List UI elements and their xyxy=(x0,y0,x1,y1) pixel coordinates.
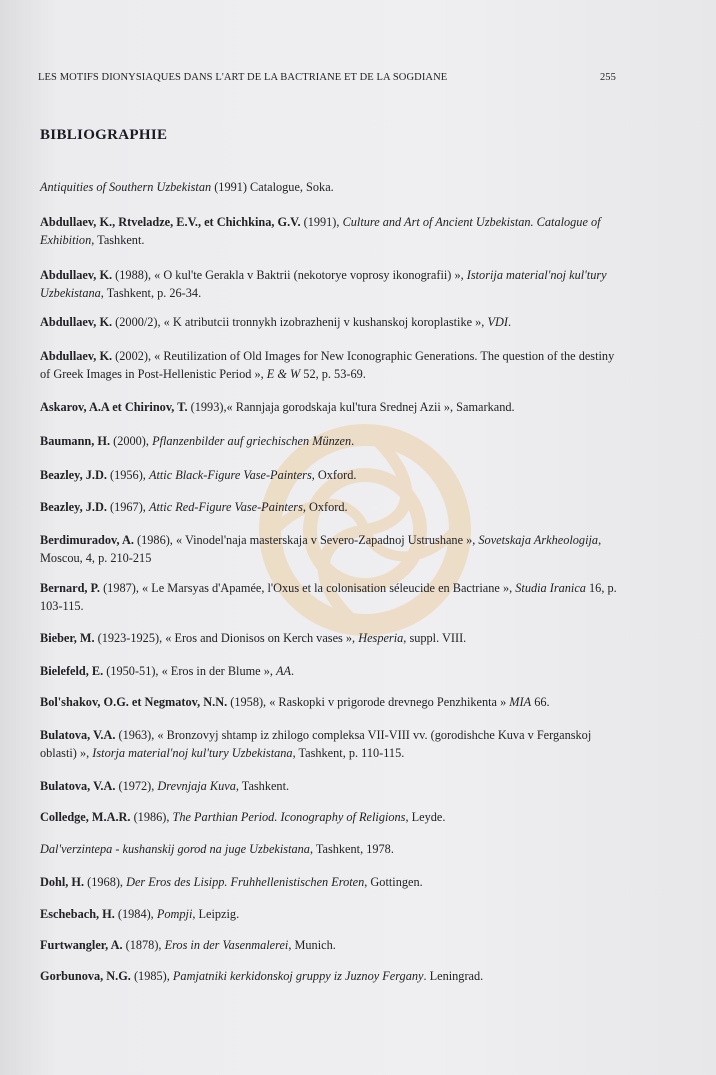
bib-text: (1958), « Raskopki v prigorode drevnego Penzhikenta » xyxy=(227,695,510,709)
bib-entry xyxy=(40,808,620,826)
bib-text: , Moscou, 4, p. 210-215 xyxy=(40,533,602,565)
bib-title: Eros in der Vasenmalerei xyxy=(164,938,289,952)
bib-text: . Leningrad. xyxy=(423,969,484,983)
bib-author: Colledge, M.A.R. xyxy=(40,810,131,824)
bib-text: , Oxford. xyxy=(311,468,357,482)
bib-text: (1972), xyxy=(115,779,158,793)
bib-text: (1987), « Le Marsyas d'Apamée, l'Oxus et la colonisation séleucide en Bactriane », xyxy=(100,581,516,595)
bib-title: Antiquities of Southern Uzbekistan xyxy=(40,180,212,194)
bib-text: (1984), xyxy=(114,907,157,921)
bib-title: Pamjatniki kerkidonskoj gruppy iz Juznoy Fergany xyxy=(172,969,424,983)
bib-entry xyxy=(40,936,620,954)
bib-title: The Parthian Period. Iconography of Religions xyxy=(172,810,406,824)
bib-text: (1991), xyxy=(300,215,343,229)
bib-author: Dohl, H. xyxy=(40,875,85,889)
bib-text: , Tashkent, 1978. xyxy=(309,842,394,856)
bib-entry xyxy=(40,266,620,302)
bib-entry xyxy=(40,398,620,416)
bib-title: Culture and Art of Ancient Uzbekistan. Catalogue of Exhibition xyxy=(40,215,601,247)
bib-text: (1986), xyxy=(130,810,173,824)
bib-text: , Leyde. xyxy=(405,810,446,824)
bib-entry xyxy=(40,178,620,196)
bib-entry xyxy=(40,579,620,615)
bib-entry xyxy=(40,726,620,762)
bib-author: Askarov, A.A et Chirinov, T. xyxy=(40,400,188,414)
bib-text: , Oxford. xyxy=(302,500,348,514)
bib-author: Baumann, H. xyxy=(40,434,111,448)
bib-text: (1968), xyxy=(84,875,127,889)
bib-entry xyxy=(40,777,620,795)
bib-entry xyxy=(40,873,620,891)
bib-text: 52, p. 53-69. xyxy=(300,367,366,381)
bib-text: . xyxy=(351,434,355,448)
bib-author: Bulatova, V.A. xyxy=(40,728,116,742)
bib-author: Bernard, P. xyxy=(40,581,101,595)
bib-author: Bieber, M. xyxy=(40,631,95,645)
bib-author: Gorbunova, N.G. xyxy=(40,969,131,983)
bib-entry xyxy=(40,432,620,450)
bib-entry xyxy=(40,905,620,923)
running-head-title: LES MOTIFS DIONYSIAQUES DANS L'ART DE LA BACTRIANE ET DE LA SOGDIANE xyxy=(38,72,448,83)
bib-text: , Munich. xyxy=(288,938,336,952)
bib-author: Bol'shakov, O.G. et Negmatov, N.N. xyxy=(40,695,228,709)
bib-text: (2000), xyxy=(110,434,153,448)
bib-text: (1878), xyxy=(122,938,165,952)
bib-entry xyxy=(40,531,620,567)
bib-title: VDI xyxy=(487,315,508,329)
bib-text: 66. xyxy=(531,695,550,709)
bib-text: (1993),« Rannjaja gorodskaja kul'tura Srednej Azii », Samarkand. xyxy=(187,400,515,414)
bib-entry xyxy=(40,347,620,383)
bib-title: Der Eros des Lisipp. Fruhhellenistischen Eroten xyxy=(126,875,365,889)
bib-title: Hesperia xyxy=(358,631,404,645)
bib-text: 16, p. 103-115. xyxy=(40,581,617,613)
bib-entry xyxy=(40,662,620,680)
bib-text: , Gottingen. xyxy=(364,875,423,889)
bib-title: Pflanzenbilder auf griechischen Münzen xyxy=(152,434,352,448)
bib-title: Drevnjaja Kuva xyxy=(157,779,236,793)
bib-entry xyxy=(40,313,620,331)
bib-author: Bielefeld, E. xyxy=(40,664,104,678)
bib-author: Bulatova, V.A. xyxy=(40,779,116,793)
bib-text: (1967), xyxy=(106,500,149,514)
bib-entry xyxy=(40,967,620,985)
bib-author: Abdullaev, K. xyxy=(40,268,113,282)
bib-text: (1923-1925), « Eros and Dionisos on Kerch vases », xyxy=(94,631,359,645)
bib-entry xyxy=(40,466,620,484)
bib-title: Istorja material'noj kul'tury Uzbekistana xyxy=(92,746,293,760)
bib-text: , Tashkent. xyxy=(91,233,145,247)
bib-title: Attic Red-Figure Vase-Painters xyxy=(148,500,303,514)
bib-text: . xyxy=(507,315,512,329)
page-number: 255 xyxy=(599,72,616,83)
bib-author: Abdullaev, K., Rtveladze, E.V., et Chichkina, G.V. xyxy=(40,215,301,229)
bib-title: Attic Black-Figure Vase-Painters xyxy=(148,468,312,482)
bib-text: (1950-51), « Eros in der Blume », xyxy=(103,664,276,678)
bib-text: (1985), xyxy=(130,969,173,983)
bib-text: (2000/2), « K atributcii tronnykh izobrazhenij v kushanskoj koroplastike », xyxy=(112,315,488,329)
bib-text: , suppl. VIII. xyxy=(403,631,467,645)
bib-entry xyxy=(40,629,620,647)
bib-text: (2002), « Reutilization of Old Images for New Iconographic Generations. The question of the destiny of Greek Images in Post-Hellenistic Period », xyxy=(40,349,615,381)
bib-text: , Tashkent. xyxy=(235,779,290,793)
bib-title: E & W xyxy=(266,367,301,381)
bibliography-heading: BIBLIOGRAPHIE xyxy=(40,127,168,143)
bib-entry xyxy=(40,840,620,858)
bib-author: Abdullaev, K. xyxy=(40,349,113,363)
bib-title: Studia Iranica xyxy=(515,581,586,595)
bib-text: (1986), « Vinodel'naja masterskaja v Severo-Zapadnoj Ustrushane », xyxy=(133,533,479,547)
bib-text: , Tashkent, p. 110-115. xyxy=(292,746,405,760)
bib-entry xyxy=(40,498,620,516)
bib-entry xyxy=(40,693,620,711)
bib-author: Furtwangler, A. xyxy=(40,938,123,952)
bib-author: Berdimuradov, A. xyxy=(40,533,134,547)
bib-title: Sovetskaja Arkheologija xyxy=(478,533,599,547)
bib-text: (1963), « Bronzovyj shtamp iz zhilogo compleksa VII-VIII vv. (gorodishche Kuva v Ferganskoj oblasti) », xyxy=(40,728,592,760)
bib-text: (1956), xyxy=(106,468,149,482)
bib-title: Dal'verzintepa - kushanskij gorod na juge Uzbekistana xyxy=(40,842,310,856)
bib-title: Pompji xyxy=(156,907,193,921)
bib-entry xyxy=(40,213,620,249)
bib-title: AA xyxy=(276,664,292,678)
bib-title: MIA xyxy=(509,695,532,709)
bib-author: Eschebach, H. xyxy=(40,907,115,921)
bib-text: , Leipzig. xyxy=(192,907,240,921)
bib-text: (1988), « O kul'te Gerakla v Baktrii (nekotorye voprosy ikonografii) », xyxy=(112,268,467,282)
bib-text: . xyxy=(291,664,295,678)
bib-author: Abdullaev, K. xyxy=(40,315,113,329)
bib-text: , Tashkent, p. 26-34. xyxy=(100,286,202,300)
bib-text: (1991) Catalogue, Soka. xyxy=(211,180,334,194)
bib-author: Beazley, J.D. xyxy=(40,500,107,514)
bib-title: Istorija material'noj kul'tury Uzbekistana xyxy=(40,268,607,300)
bib-author: Beazley, J.D. xyxy=(40,468,107,482)
